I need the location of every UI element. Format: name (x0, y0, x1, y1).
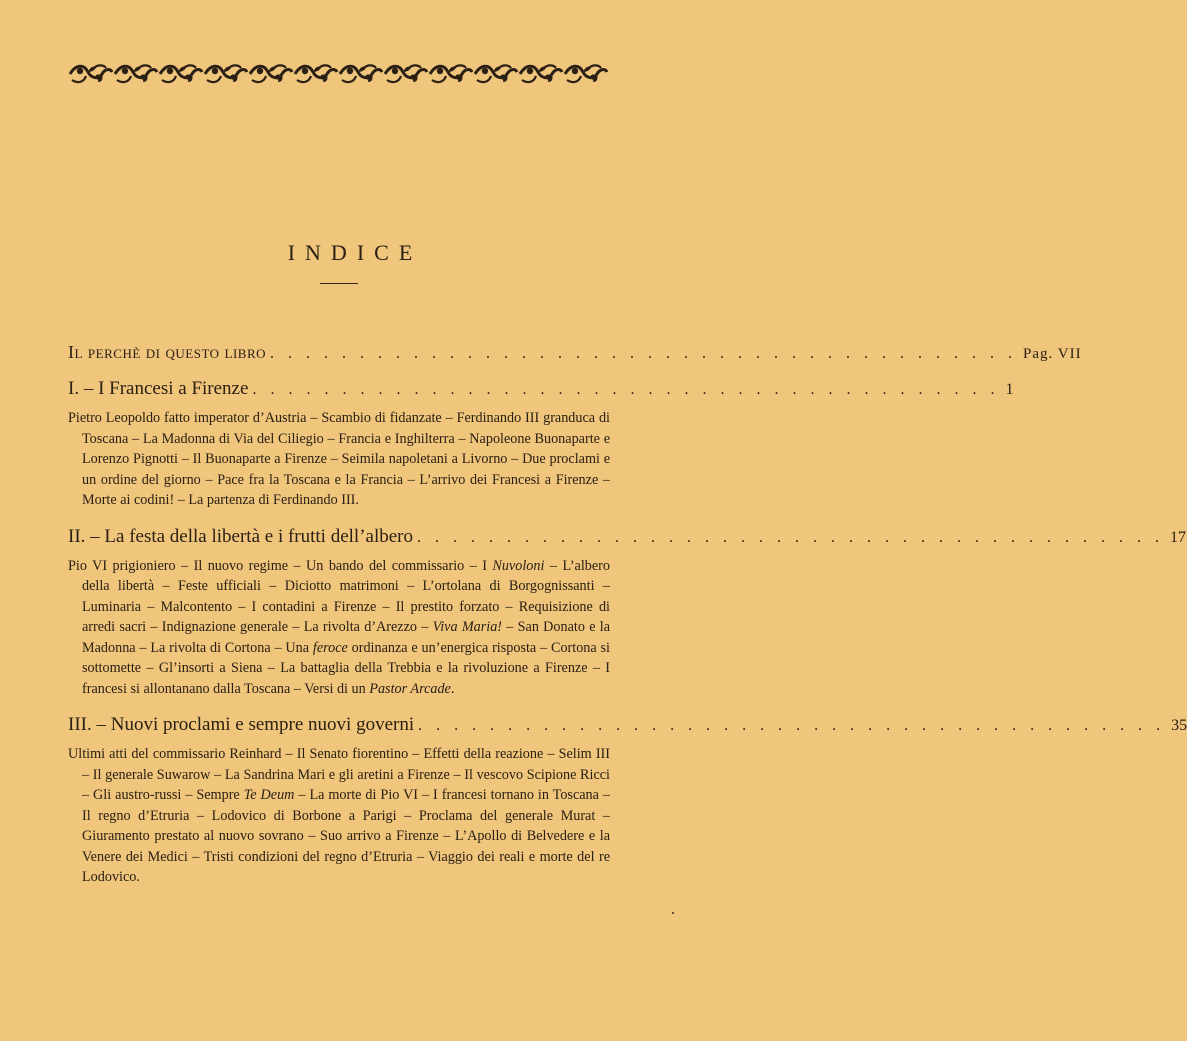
toc-entry-page: 17 (1170, 528, 1187, 546)
speck (672, 912, 674, 914)
toc-entry-heading (68, 525, 1187, 550)
toc-entry-heading (68, 340, 1082, 366)
table-of-contents (68, 340, 1187, 902)
ornament-motif (475, 65, 517, 82)
ornament-motif (565, 65, 607, 82)
page-title: INDICE (287, 240, 423, 265)
chapter-summary: Ultimi atti del commissario Reinhard – Il Senato fiorentino – Effetti della reazione – Selim III – Il generale Suwarow – La Sandrina Mari e gli aretini a Firenze – Il vescovo Scipione Ricci – Gli austro-russi – Sempre Te Deum – La morte di Pio VI – I francesi tornano in Toscana – Il regno d’Etruria – Lodovico di Borbone a Parigi – Proclama del generale Murat – Giuramento prestato al nuovo sovrano – Suo arrivo a Firenze – L’Apollo di Belvedere e la Venere dei Medici – Tristi condizioni del regno d’Etruria – Viaggio dei reali e morte del re Lodovico. (68, 746, 610, 885)
ornament-motif (250, 65, 292, 82)
toc-entry-heading (68, 377, 1014, 402)
leader-dots: . . . . . . . . . . . . . . . . . . . . . . . . . . . . . . . . . . . . . . . . . . (417, 528, 1165, 546)
toc-entry-label: Il perchè di questo libro (68, 342, 267, 362)
floral-border-icon (68, 62, 608, 86)
leader-dots: . . . . . . . . . . . . . . . . . . . . . . . . . . . . . . . . . . . . . . . . . . (252, 381, 1000, 398)
toc-entry-label: I. – I Francesi a Firenze (68, 378, 249, 399)
italic-term: Viva Maria! (432, 619, 503, 635)
ornament-motif (115, 65, 157, 82)
ornament-motif (340, 65, 382, 82)
italic-term: feroce (312, 639, 348, 656)
leader-dots: . . . . . . . . . . . . . . . . . . . . . . . . . . . . . . . . . . . . . . . . . . (270, 345, 1018, 362)
ornament-motif (430, 65, 472, 82)
toc-entry-preface (68, 340, 1082, 366)
title-divider (320, 283, 358, 284)
chapter-summary: Pio VI prigioniero – Il nuovo regime – Un bando del commissario – I Nuvoloni – L’albero della libertà – Feste ufficiali – Diciotto matrimoni – L’ortolana di Borgognissanti – Luminaria – Malcontento – I contadini a Firenze – Il prestito forzato – Requisizione di arredi sacri – Indignazione generale – La rivolta d’Arezzo – Viva Maria! – San Donato e la Madonna – La rivolta di Cortona – Una feroce ordinanza e un’energica risposta – Cortona si sottomette – Gl’insorti a Siena – La battaglia della Trebbia e la rivoluzione a Firenze – I francesi si allontanano dalla Toscana – Versi di un Pastor Arcade. (68, 557, 611, 697)
toc-entry-page: 35 (1171, 717, 1187, 734)
toc-entry-label: II. – La festa della libertà e i frutti dell’albero (68, 525, 414, 547)
leader-dots: . . . . . . . . . . . . . . . . . . . . . . . . . . . . . . . . . . . . . . . . . . (418, 717, 1166, 734)
toc-entry-chapter-1 (68, 377, 1014, 511)
toc-entry-label: III. – Nuovi proclami e sempre nuovi governi (68, 714, 415, 735)
chapter-summary: Pietro Leopoldo fatto imperator d’Austria – Scambio di fidanzate – Ferdinando III granduca di Toscana – La Madonna di Via del Ciliegio – Francia e Inghilterra – Napoleone Buonaparte e Lorenzo Pignotti – Il Buonaparte a Firenze – Seimila napoletani a Livorno – Due proclami e un ordine del giorno – Pace fra la Toscana e la Francia – L’arrivo dei Francesi a Firenze – Morte ai codini! – La partenza di Ferdinando III. (68, 410, 610, 508)
toc-entry-chapter-3 (68, 713, 1187, 888)
ornament-motif (520, 65, 562, 82)
ornament-motif (295, 65, 337, 82)
ornament-motif (385, 65, 427, 82)
ornament-motif (205, 65, 247, 82)
ornament-motif (70, 65, 112, 82)
toc-entry-page: Pag. VII (1023, 346, 1082, 362)
italic-term: Nuvoloni (492, 557, 545, 574)
ornament-motif (160, 65, 202, 82)
toc-entry-page: 1 (1005, 381, 1014, 398)
italic-term: Te Deum (243, 787, 295, 803)
toc-entry-chapter-2 (68, 525, 1187, 700)
italic-term: Pastor Arcade (369, 680, 451, 697)
toc-entry-heading (68, 713, 1187, 738)
